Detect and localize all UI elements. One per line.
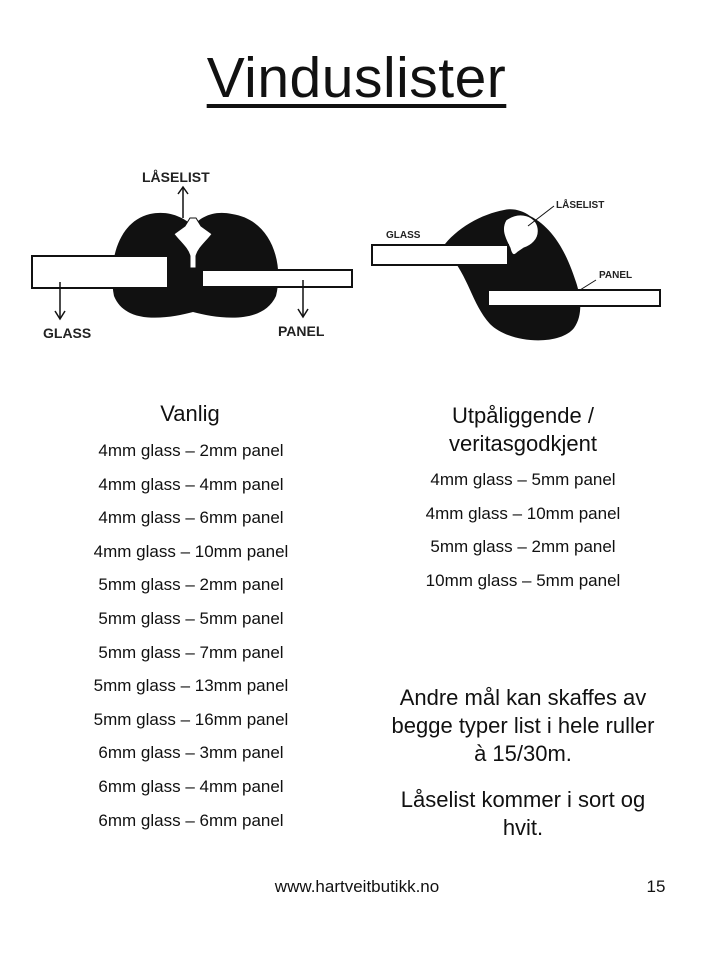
vanlig-glass-plate: [32, 256, 168, 288]
utpaliggende-leader-laselist: [528, 206, 554, 226]
utpaliggende-label-panel: PANEL: [599, 270, 633, 281]
color-note-line1: Låselist kommer i sort og: [400, 787, 646, 812]
utpaliggende-heading-line2: veritasgodkjent: [449, 431, 597, 456]
vanlig-heading: [90, 400, 290, 428]
other-sizes-line1: Andre mål kan skaffes av: [399, 685, 647, 710]
other-sizes-line2: begge typer list i hele ruller: [391, 713, 655, 738]
vanlig-size-item: 5mm glass – 2mm panel: [98, 575, 284, 595]
footer-website: www.hartveitbutikk.no: [274, 877, 440, 896]
utpaliggende-size-list: [393, 463, 653, 597]
vanlig-heading-text: Vanlig: [160, 401, 220, 426]
vanlig-arrow-up: [178, 187, 188, 218]
utpaliggende-heading-line1: Utpåliggende /: [452, 403, 594, 428]
utpaliggende-heading: [393, 402, 653, 458]
utpaliggende-size-item: 5mm glass – 2mm panel: [430, 537, 616, 557]
page-number: 15: [646, 877, 666, 896]
vanlig-label-panel: PANEL: [278, 323, 325, 339]
other-sizes-line3: à 15/30m.: [474, 741, 572, 766]
utpaliggende-leader-panel: [580, 280, 596, 290]
utpaliggende-glass-plate: [372, 245, 508, 265]
vanlig-size-item: 4mm glass – 10mm panel: [93, 541, 289, 561]
utpaliggende-size-item: 4mm glass – 5mm panel: [430, 470, 616, 489]
vanlig-panel-plate: [202, 270, 352, 287]
color-note-line2: hvit.: [502, 815, 544, 840]
vanlig-size-item: 5mm glass – 7mm panel: [98, 642, 284, 662]
vanlig-label-laselist: LÅSELIST: [142, 169, 210, 185]
vanlig-size-item: 4mm glass – 6mm panel: [98, 508, 284, 528]
utpaliggende-label-laselist: LÅSELIST: [556, 200, 605, 211]
vanlig-size-item: 6mm glass – 6mm panel: [98, 810, 284, 830]
vanlig-size-item: 4mm glass – 4mm panel: [98, 474, 284, 494]
vanlig-size-item: 5mm glass – 5mm panel: [98, 608, 284, 628]
utpaliggende-label-glass: GLASS: [386, 230, 421, 241]
vanlig-size-item: 6mm glass – 3mm panel: [98, 743, 284, 763]
color-note: [363, 786, 683, 842]
utpaliggende-size-item: 10mm glass – 5mm panel: [425, 570, 621, 590]
utpaliggende-panel-plate: [488, 290, 660, 306]
vanlig-size-item: 5mm glass – 16mm panel: [93, 709, 289, 729]
utpaliggende-size-item: 4mm glass – 10mm panel: [425, 503, 621, 523]
vanlig-size-item: 4mm glass – 2mm panel: [98, 441, 284, 460]
utpaliggende-profile-diagram: [370, 190, 665, 350]
page-title-text: Vinduslister: [206, 46, 507, 110]
vanlig-size-item: 5mm glass – 13mm panel: [93, 676, 289, 696]
vanlig-size-item: 6mm glass – 4mm panel: [98, 776, 284, 796]
vanlig-size-list: [60, 434, 322, 837]
vanlig-label-glass: GLASS: [43, 325, 92, 341]
page-title: [0, 44, 713, 112]
vanlig-profile-diagram: [30, 160, 360, 350]
other-sizes-note: [363, 684, 683, 768]
